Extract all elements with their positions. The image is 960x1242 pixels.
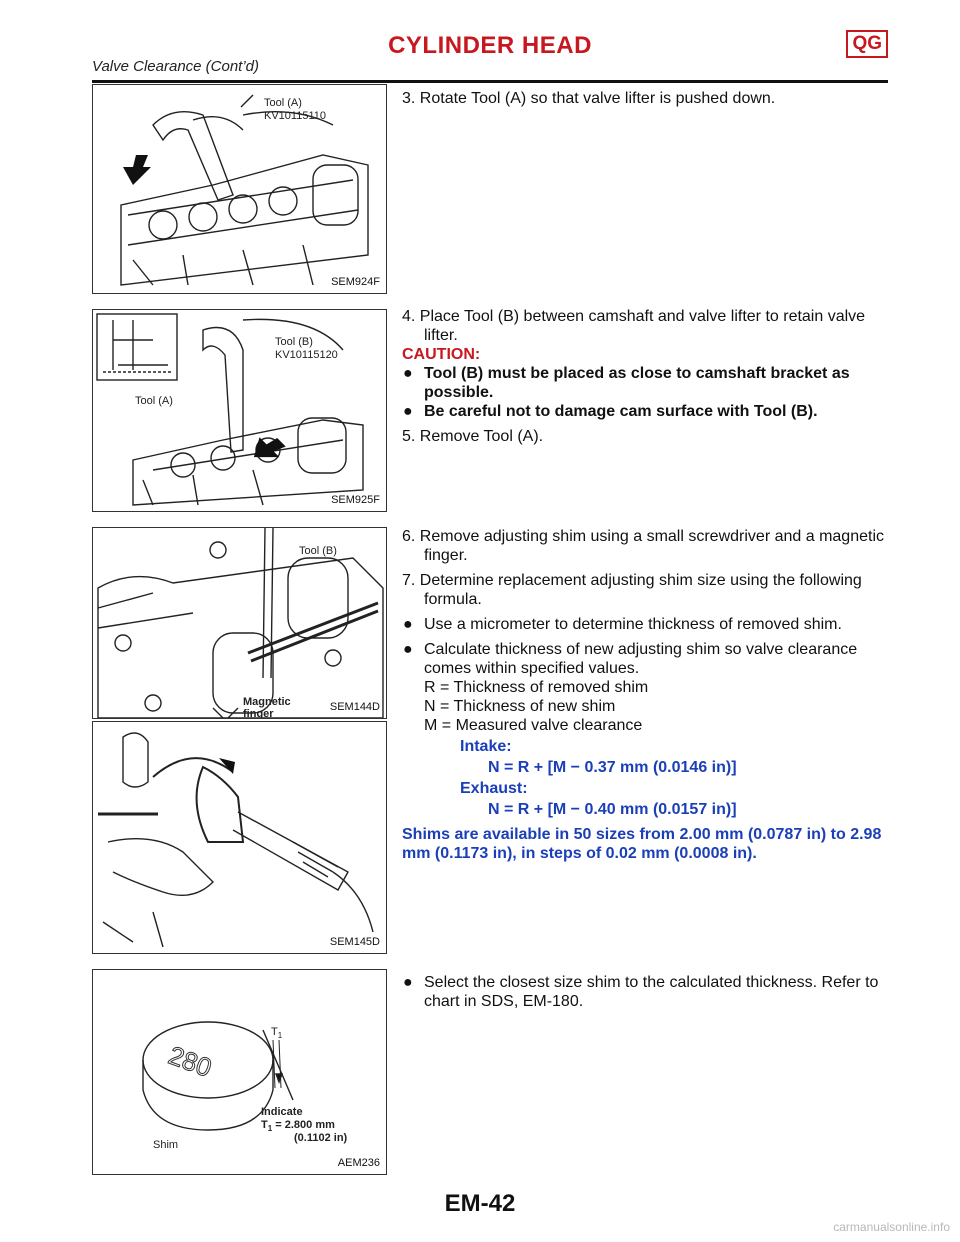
step-4: 4. Place Tool (B) between camshaft and valve lifter to retain valve lifter. — [402, 308, 866, 344]
label-tool-a: Tool (A) — [264, 97, 302, 109]
intake-label: Intake: — [460, 738, 512, 755]
bullet-calculate: ● Calculate thickness of new adjusting shim so valve clearance comes within specified values. — [403, 641, 858, 677]
label-finger: finger — [243, 708, 274, 719]
label-t1-inch: (0.1102 in) — [294, 1132, 348, 1144]
label-t: $T_1$ — [271, 1026, 283, 1041]
section-title: CYLINDER HEAD — [388, 32, 592, 59]
section-subtitle: Valve Clearance (Cont’d) — [92, 58, 260, 75]
figure-sem144d — [92, 527, 387, 719]
figure-aem236 — [92, 969, 387, 1175]
camshaft-tool-a-illustration — [93, 85, 387, 294]
step-3: 3. Rotate Tool (A) so that valve lifter is pushed down. — [402, 90, 776, 107]
page-header — [92, 28, 888, 82]
bullet-select-shim: ● Select the closest size shim to the calculated thickness. Refer to chart in SDS, EM-180. — [403, 974, 879, 1010]
label-kv10115110: KV10115110 — [264, 110, 326, 122]
label-magnetic: Magnetic — [243, 696, 291, 708]
figure-code: SEM144D — [329, 701, 380, 713]
figure-code: SEM145D — [329, 936, 380, 948]
figure-sem924f — [92, 84, 387, 294]
header-rule — [92, 80, 888, 83]
label-shim: Shim — [153, 1139, 179, 1151]
exhaust-label: Exhaust: — [460, 780, 528, 797]
step-6: 6. Remove adjusting shim using a small screwdriver and a magnetic finger. — [402, 528, 884, 564]
caution-heading: CAUTION: — [402, 346, 481, 363]
label-kv10115120: KV10115120 — [275, 349, 338, 361]
figure-code: SEM925F — [331, 494, 380, 506]
label-tool-b: Tool (B) — [275, 336, 313, 348]
label-t1-value: $T_1 = 2.800$ mm — [261, 1119, 335, 1134]
micrometer-illustration — [93, 722, 387, 954]
section-step6 — [402, 527, 888, 863]
step-7: 7. Determine replacement adjusting shim size using the following formula. — [402, 572, 862, 608]
section-step3 — [402, 89, 888, 108]
figure-sem145d — [92, 721, 387, 954]
def-r: R = Thickness of removed shim — [424, 679, 649, 696]
watermark: carmanualsonline.info — [833, 1220, 950, 1234]
def-n: N = Thickness of new shim — [424, 698, 616, 715]
section-step4 — [402, 307, 888, 446]
figure-sem925f — [92, 309, 387, 512]
figure-code: SEM924F — [331, 276, 380, 288]
def-m: M = Measured valve clearance — [424, 717, 643, 734]
exhaust-formula: N = R + [M − 0.40 mm (0.0157 in)] — [488, 801, 737, 818]
caution-item-1: ● Tool (B) must be placed as close to camshaft bracket as possible. — [403, 365, 850, 401]
tool-b-placement-illustration — [93, 310, 387, 512]
section-select-shim — [402, 973, 888, 1011]
label-tool-a: Tool (A) — [135, 395, 173, 407]
caution-item-2: ● Be careful not to damage cam surface with Tool (B). — [403, 403, 818, 420]
magnetic-finger-illustration — [93, 528, 387, 719]
bullet-micrometer: ● Use a micrometer to determine thickness of removed shim. — [403, 616, 842, 633]
page-number: EM-42 — [444, 1190, 516, 1217]
label-tool-b: Tool (B) — [299, 545, 337, 557]
step-5: 5. Remove Tool (A). — [402, 428, 544, 445]
shims-note: Shims are available in 50 sizes from 2.00 mm (0.0787 in) to 2.98 mm (0.1173 in), in steps of 0.02 mm (0.0008 in). — [402, 826, 882, 862]
engine-badge: QG — [846, 30, 888, 58]
intake-formula: N = R + [M − 0.37 mm (0.0146 in)] — [488, 759, 737, 776]
label-indicate: Indicate — [261, 1106, 303, 1118]
shim-size-engraving: 280 — [164, 1039, 216, 1083]
figure-code: AEM236 — [337, 1157, 380, 1169]
